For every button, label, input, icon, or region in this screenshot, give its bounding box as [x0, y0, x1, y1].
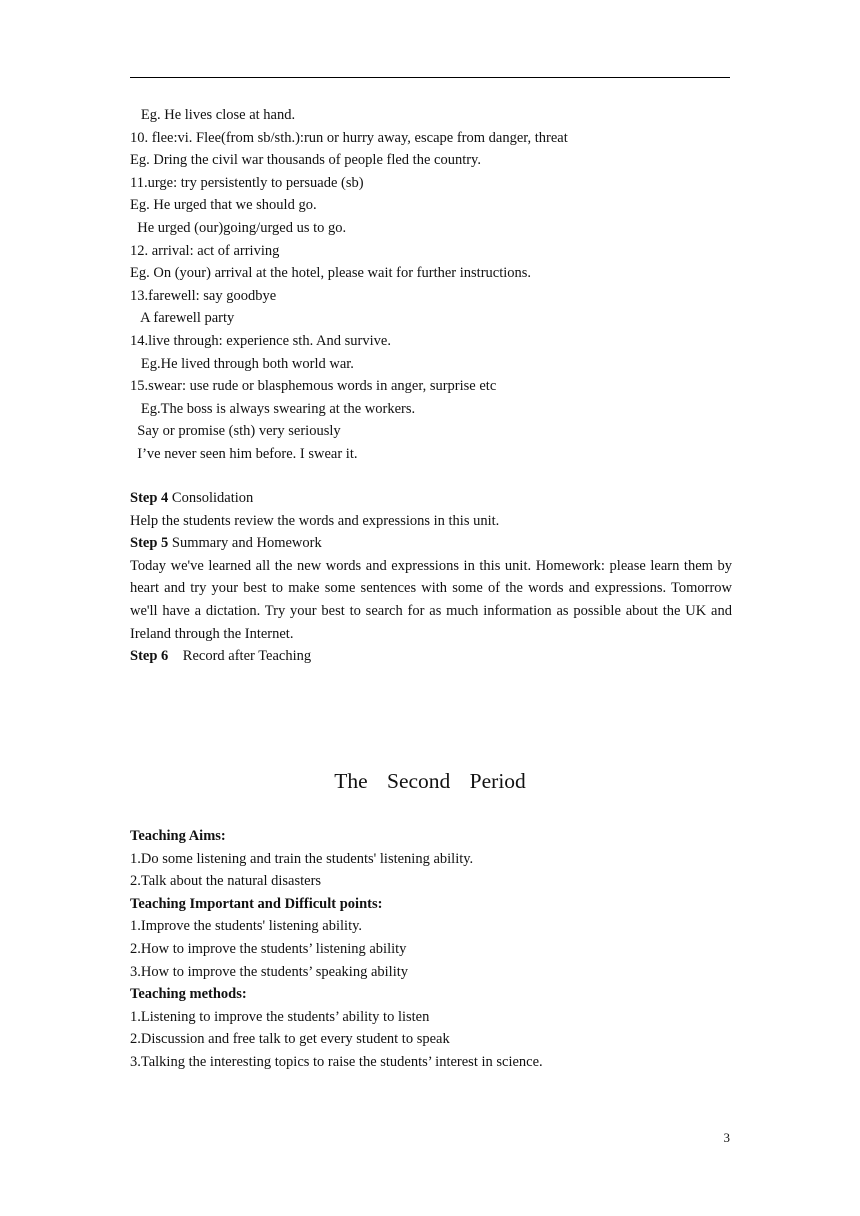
teaching-points-heading: [130, 893, 732, 916]
vocab-line: 13.farewell: say goodbye: [130, 287, 277, 304]
vocab-line: 14.live through: experience sth. And survive.: [130, 332, 391, 349]
vocab-line: Eg. He urged that we should go.: [130, 197, 317, 214]
second-period-content: [130, 825, 732, 1074]
vocabulary-list: [130, 104, 732, 466]
vocab-line: Eg. He lives close at hand.: [130, 107, 296, 123]
heading-text: Teaching Aims:: [130, 828, 226, 844]
vocab-line: 15.swear: use rude or blasphemous words in anger, surprise etc: [130, 378, 497, 395]
step-4-text: Help the students review the words and expressions in this unit.: [130, 512, 500, 529]
step-label: Step 4: [130, 490, 169, 506]
vocab-line: 11.urge: try persistently to persuade (sb): [130, 174, 364, 191]
step-5-text: Today we've learned all the new words and expressions in this unit. Homework: please learn them by heart and try your best to make some sentences with some of the words and expressions. Tomorrow we'll have a dictation. Try your best to search for as much information as possible about the UK and Ireland through the Internet.: [130, 557, 732, 642]
teaching-methods-heading: [130, 983, 732, 1006]
teaching-aims-heading: [130, 825, 732, 848]
vocab-line: Eg.He lived through both world war.: [130, 355, 354, 372]
step-label: Step 6: [130, 648, 169, 665]
vocab-line: 10. flee:vi. Flee(from sb/sth.):run or hurry away, escape from danger, threat: [130, 129, 568, 146]
steps-section: [130, 487, 732, 668]
vocab-line: 12. arrival: act of arriving: [130, 242, 280, 259]
vocab-line: Say or promise (sth) very seriously: [130, 423, 341, 440]
vocab-line: Eg.The boss is always swearing at the workers.: [130, 400, 416, 417]
step-5-heading: [130, 532, 732, 555]
vocab-line: He urged (our)going/urged us to go.: [130, 219, 347, 236]
list-item: 2.Talk about the natural disasters: [130, 873, 322, 890]
vocab-line: A farewell party: [130, 310, 235, 327]
step-6-heading: [130, 645, 732, 668]
list-item: 2.Discussion and free talk to get every student to speak: [130, 1031, 450, 1048]
step-title: Consolidation: [168, 490, 254, 506]
step-4-heading: [130, 487, 732, 510]
heading-text: Teaching methods:: [130, 986, 247, 1003]
vocab-line: Eg. On (your) arrival at the hotel, please wait for further instructions.: [130, 265, 532, 282]
header-rule: [130, 77, 730, 78]
list-item: 3.Talking the interesting topics to raise the students’ interest in science.: [130, 1053, 543, 1070]
section-title: The Second Period: [334, 769, 526, 793]
list-item: 1.Improve the students' listening ability.: [130, 918, 363, 935]
vocab-line: I’ve never seen him before. I swear it.: [130, 445, 358, 462]
heading-text: Teaching Important and Difficult points:: [130, 895, 383, 912]
step-title: Record after Teaching: [168, 648, 312, 665]
list-item: 1.Listening to improve the students’ ability to listen: [130, 1008, 430, 1025]
vocab-line: Eg. Dring the civil war thousands of people fled the country.: [130, 152, 481, 169]
page-number: 3: [723, 1130, 730, 1145]
list-item: 1.Do some listening and train the students' listening ability.: [130, 850, 474, 867]
step-label: Step 5: [130, 535, 169, 552]
list-item: 2.How to improve the students’ listening ability: [130, 940, 407, 957]
step-title: Summary and Homework: [168, 535, 322, 552]
list-item: 3.How to improve the students’ speaking ability: [130, 963, 409, 980]
